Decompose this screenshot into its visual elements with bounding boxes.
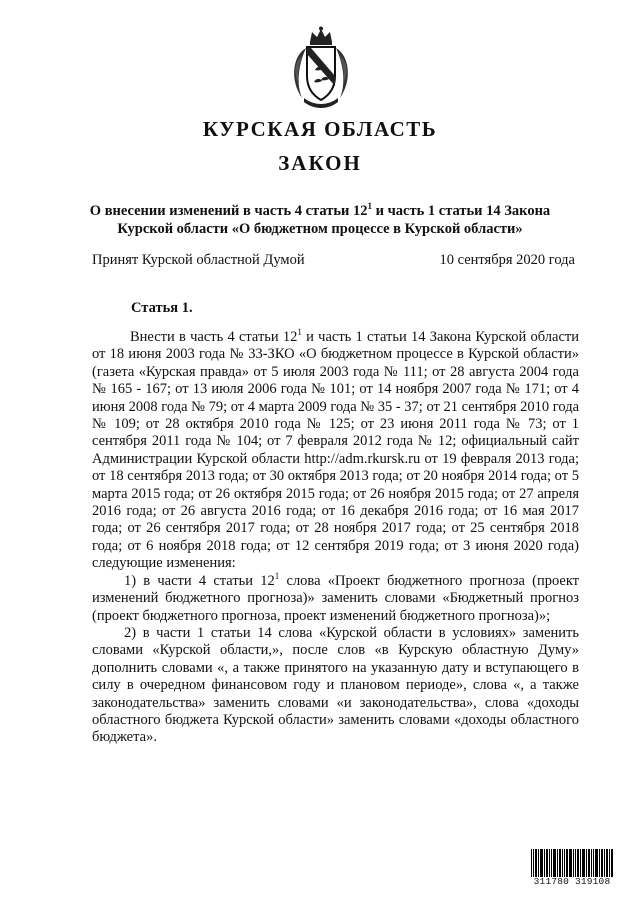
intro-text-b: и часть 1 статьи 14 Закона Курской области от 18 июня 2003 года № 33-ЗКО «О бюджетном процессе в Курской области» (газета «Курская правда» от 5 июля 2003 года № 111; от 28 августа 2004 года № 165 - 167; от 13 июля 2006 года № 101; от 14 ноября 2007 года № 171; от 4 июня 2008 года № 79; от 4 марта 2009 года № 35 - 37; от 21 сентября 2010 года № 109; от 28 октября 2010 года № 125; от 23 июня 2011 года № 73; от 1 сентября 2011 года № 104; от 7 февраля 2012 года № 12; официальный сайт Администрации Курской области http://adm.rkursk.ru от 19 февраля 2013 года; от 18 сентября 2013 года; от 30 октября 2013 года; от 20 ноября 2014 года; от 5 марта 2015 года; от 26 октября 2015 года; от 26 ноября 2015 года; от 27 апреля 2016 года; от 26 августа 2016 года; от 16 декабря 2016 года; от 16 мая 2017 года; от 26 сентября 2017 года; от 28 ноября 2017 года; от 25 сентября 2018 года; от 6 ноября 2018 года; от 12 сентября 2019 года; от 3 июня 2020 года) следующие изменения: bbox=[92, 329, 580, 572]
barcode-number: 311780 319108 bbox=[533, 876, 611, 887]
item1-text-a: 1) в части 4 статьи 12 bbox=[124, 572, 275, 589]
region-title: КУРСКАЯ ОБЛАСТЬ bbox=[202, 117, 438, 141]
intro-text-a: Внести в часть 4 статьи 12 bbox=[130, 329, 298, 345]
item1-superscript: 1 bbox=[274, 570, 280, 581]
adopted-by: Принят Курской областной Думой bbox=[92, 252, 305, 268]
kursk-coat-of-arms-emblem bbox=[288, 26, 354, 110]
intro-superscript: 1 bbox=[297, 327, 302, 337]
subject-superscript: 1 bbox=[367, 201, 372, 211]
law-subject-title bbox=[70, 202, 570, 238]
adoption-date: 10 сентября 2020 года bbox=[439, 252, 575, 268]
item1-text-b: слова «Проект бюджетного прогноза (проект изменений бюджетного прогноза)» заменить словами «Бюджетный прогноз (проект бюджетного прогноза, проект изменений бюджетного прогноза)»; bbox=[92, 572, 580, 624]
article-body bbox=[92, 329, 579, 747]
barcode-bars-graphic bbox=[531, 849, 613, 877]
document-barcode bbox=[531, 849, 613, 889]
subject-text-part2: и часть 1 статьи 14 Закона Курской области «О бюджетном процессе в Курской области» bbox=[117, 203, 551, 237]
article-intro-paragraph bbox=[92, 329, 579, 573]
amendment-item-2: 2) в части 1 статьи 14 слова «Курской области в условиях» заменить словами «Курской области,», после слов «в Курскую областную Думу» дополнить словами «, а также принятого на указанную дату и вступающего в силу в очередном финансовом году и плановом периоде», слова «, а также законодательства» заменить словами «и законодательства», слова «доходы областного бюджета Курской области» заменить словами «доходы областного бюджета». bbox=[92, 624, 579, 746]
subject-text-part1: О внесении изменений в часть 4 статьи 12 bbox=[89, 203, 368, 219]
amendment-item-1 bbox=[92, 570, 580, 625]
document-type-title: ЗАКОН bbox=[278, 151, 362, 175]
article-heading: Статья 1. bbox=[131, 300, 193, 316]
